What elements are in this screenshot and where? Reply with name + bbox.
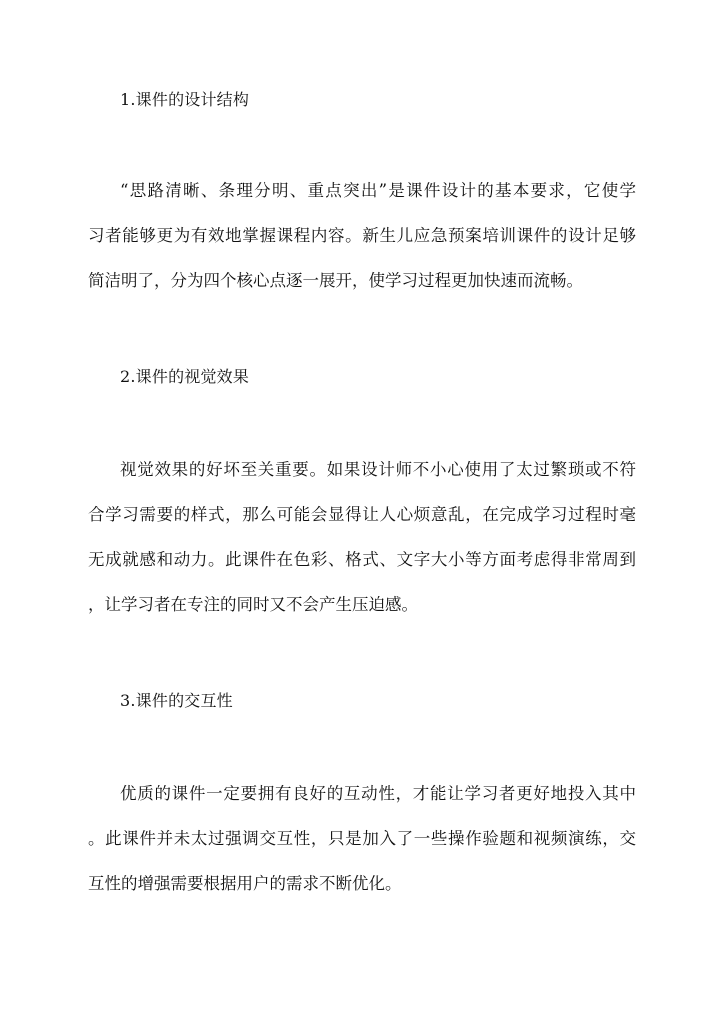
section-3-heading: 3.课件的交互性 xyxy=(120,691,233,710)
section-3-line-3: 互性的增强需要根据用户的需求不断优化。 xyxy=(88,874,402,893)
section-2-heading: 2.课件的视觉效果 xyxy=(120,367,250,386)
section-2-line-3: 无成就感和动力。此课件在色彩、格式、文字大小等方面考虑得非常周到 xyxy=(88,550,636,569)
section-1-line-1: “思路清晰、条理分明、重点突出”是课件设计的基本要求，它使学 xyxy=(120,181,636,200)
section-2-line-2: 合学习需要的样式，那么可能会显得让人心烦意乱，在完成学习过程时毫 xyxy=(88,505,636,524)
section-2-line-4: ，让学习者在专注的同时又不会产生压迫感。 xyxy=(88,595,418,614)
section-1-line-3: 简洁明了，分为四个核心点逐一展开，使学习过程更加快速而流畅。 xyxy=(88,271,583,290)
section-3-line-2: 。此课件并未太过强调交互性，只是加入了一些操作验题和视频演练，交 xyxy=(88,829,636,848)
section-1-heading: 1.课件的设计结构 xyxy=(120,90,250,109)
section-1-line-2: 习者能够更为有效地掌握课程内容。新生儿应急预案培训课件的设计足够 xyxy=(88,226,636,245)
section-2-line-1: 视觉效果的好坏至关重要。如果设计师不小心使用了太过繁琐或不符 xyxy=(120,460,636,479)
section-3-line-1: 优质的课件一定要拥有良好的互动性，才能让学习者更好地投入其中 xyxy=(120,784,636,803)
